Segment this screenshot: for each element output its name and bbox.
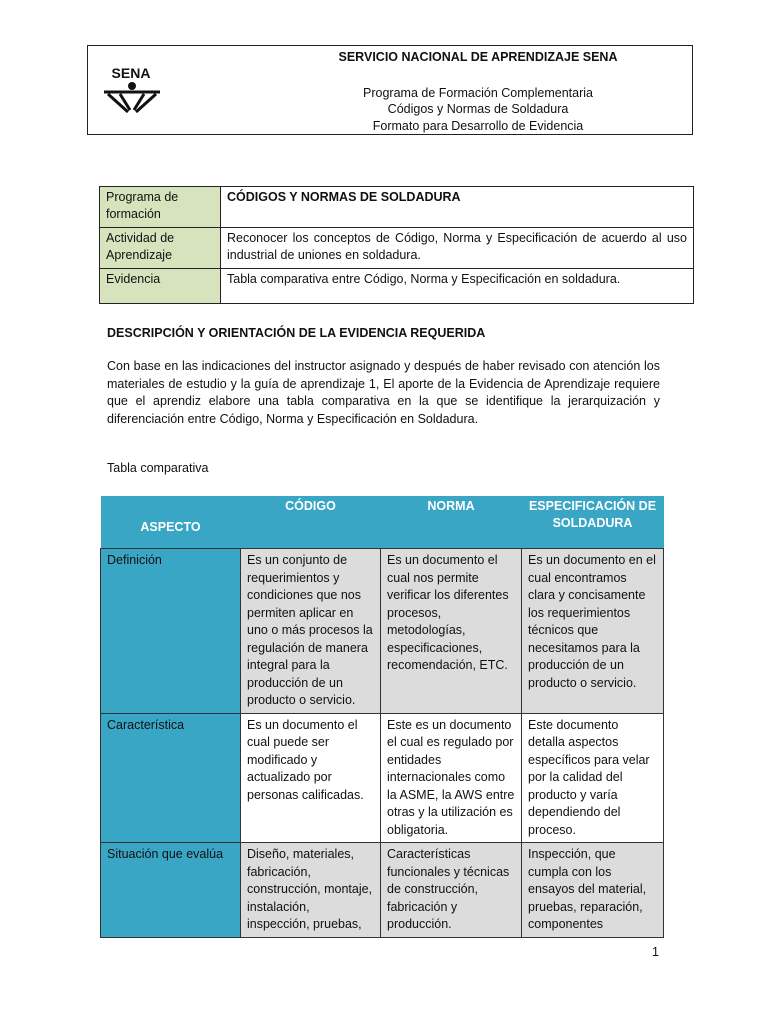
comparison-table	[100, 496, 664, 938]
table-row	[100, 187, 694, 228]
column-header-especificacion: ESPECIFICACIÓN DE SOLDADURA	[522, 496, 664, 549]
norma-cell: Es un documento el cual nos permite verificar los diferentes procesos, metodologías, especificaciones, recomendación, ETC.	[381, 549, 522, 714]
especificacion-cell: Es un documento en el cual encontramos clara y concisamente los requerimientos técnicos que necesitamos para la producción de un producto o servicio.	[522, 549, 664, 714]
table-row	[101, 549, 664, 714]
norma-cell: Características funcionales y técnicas de construcción, fabricación y producción.	[381, 843, 522, 938]
info-label: Programa de formación	[100, 187, 221, 228]
table-row	[100, 228, 694, 269]
table-header-row	[101, 496, 664, 549]
info-value: Tabla comparativa entre Código, Norma y Especificación en soldadura.	[221, 269, 694, 304]
especificacion-cell: Este documento detalla aspectos específicos para velar por la calidad del producto y varía dependiendo del proceso.	[522, 713, 664, 843]
table-caption: Tabla comparativa	[107, 461, 209, 475]
program-info-table	[99, 186, 694, 304]
table-row	[100, 269, 694, 304]
column-header-aspecto: ASPECTO	[101, 496, 241, 549]
info-label: Actividad de Aprendizaje	[100, 228, 221, 269]
description-paragraph: Con base en las indicaciones del instructor asignado y después de haber revisado con atención los materiales de estudio y la guía de aprendizaje 1, El aporte de la Evidencia de Aprendizaje requiere que el aprendiz elabore una tabla comparativa en la que se identifique la jerarquización y diferenciación entre Código, Norma y Especificación en Soldadura.	[107, 359, 660, 426]
codigo-cell: Diseño, materiales, fabricación, construcción, montaje, instalación, inspección, pruebas,	[241, 843, 381, 938]
info-value: Reconocer los conceptos de Código, Norma y Especificación de acuerdo al uso industrial de uniones en soldadura.	[221, 228, 694, 269]
logo-text: SENA	[111, 65, 151, 81]
aspect-cell: Situación que evalúa	[101, 843, 241, 938]
document-header	[87, 45, 693, 135]
especificacion-cell: Inspección, que cumpla con los ensayos del material, pruebas, reparación, componentes	[522, 843, 664, 938]
aspect-cell: Definición	[101, 549, 241, 714]
section-heading: DESCRIPCIÓN Y ORIENTACIÓN DE LA EVIDENCIA REQUERIDA	[107, 326, 486, 340]
column-header-norma: NORMA	[381, 496, 522, 549]
course-line: Códigos y Normas de Soldadura	[387, 102, 569, 116]
program-line: Programa de Formación Complementaria	[363, 86, 593, 100]
table-row	[101, 843, 664, 938]
column-header-codigo: CÓDIGO	[241, 496, 381, 549]
norma-cell: Este es un documento el cual es regulado por entidades internacionales como la ASME, la AWS entre otras y la utilización es obligatoria.	[381, 713, 522, 843]
format-line: Formato para Desarrollo de Evidencia	[372, 119, 584, 133]
codigo-cell: Es un conjunto de requerimientos y condiciones que nos permiten aplicar en uno o más procesos la regulación de manera integral para la producción de un producto o servicio.	[241, 549, 381, 714]
table-row	[101, 713, 664, 843]
info-label: Evidencia	[100, 269, 221, 304]
sena-logo	[100, 62, 164, 114]
codigo-cell: Es un documento el cual puede ser modificado y actualizado por personas calificadas.	[241, 713, 381, 843]
page-number: 1	[652, 945, 659, 959]
aspect-cell: Característica	[101, 713, 241, 843]
info-value: CÓDIGOS Y NORMAS DE SOLDADURA	[221, 187, 694, 228]
organization-title: SERVICIO NACIONAL DE APRENDIZAJE SENA	[338, 50, 618, 64]
